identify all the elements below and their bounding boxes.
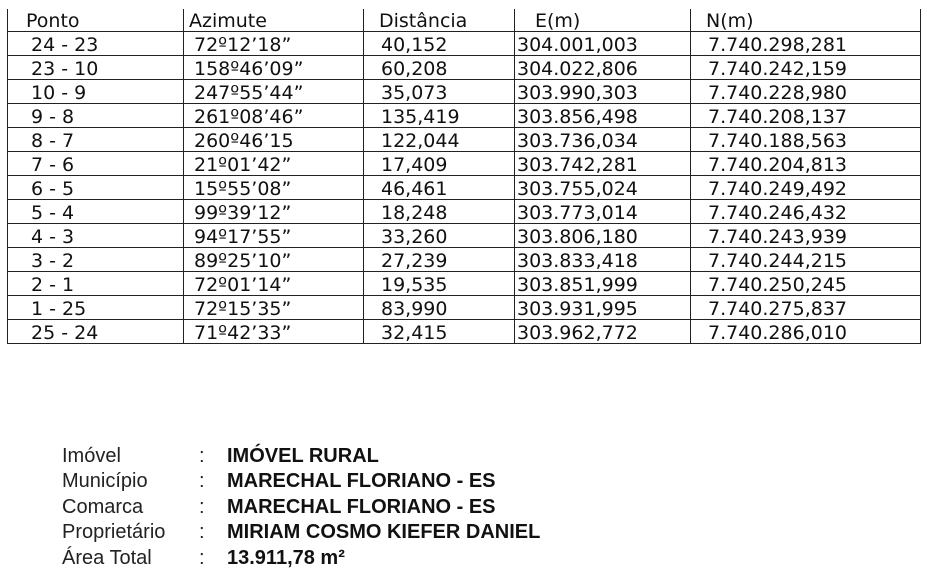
cell-ponto: 25 - 24 xyxy=(8,320,184,344)
info-colon: : xyxy=(199,495,205,518)
cell-e: 303.931,995 xyxy=(515,296,691,320)
table-row xyxy=(8,56,921,80)
header-n: N(m) xyxy=(691,9,921,32)
cell-n: 7.740.188,563 xyxy=(691,128,921,152)
cell-azimute: 261º08’46” xyxy=(184,104,364,128)
cell-ponto: 1 - 25 xyxy=(8,296,184,320)
cell-distancia: 40,152 xyxy=(364,32,515,56)
cell-azimute: 89º25’10” xyxy=(184,248,364,272)
info-colon: : xyxy=(199,521,205,543)
table-row xyxy=(8,128,921,152)
cell-azimute: 247º55’44” xyxy=(184,80,364,104)
info-colon: : xyxy=(199,444,205,467)
table-header-row xyxy=(8,9,921,32)
table-body xyxy=(8,32,921,344)
info-row-municipio xyxy=(62,468,540,494)
cell-ponto: 2 - 1 xyxy=(8,272,184,296)
cell-n: 7.740.250,245 xyxy=(691,272,921,296)
cell-azimute: 72º15’35” xyxy=(184,296,364,320)
table-row xyxy=(8,200,921,224)
cell-e: 304.022,806 xyxy=(515,56,691,80)
info-value: IMÓVEL RURAL xyxy=(227,444,379,467)
cell-n: 7.740.204,813 xyxy=(691,152,921,176)
info-value: MARECHAL FLORIANO - ES xyxy=(227,495,496,518)
info-colon: : xyxy=(199,470,205,492)
info-label: Imóvel xyxy=(62,444,121,467)
coordinates-table xyxy=(7,9,921,344)
cell-e: 303.990,303 xyxy=(515,80,691,104)
info-colon: : xyxy=(199,546,205,569)
info-label: Proprietário xyxy=(62,521,166,543)
info-label: Área Total xyxy=(62,546,152,569)
cell-n: 7.740.208,137 xyxy=(691,104,921,128)
cell-e: 303.962,772 xyxy=(515,320,691,344)
table-row xyxy=(8,248,921,272)
header-distancia: Distância xyxy=(364,9,515,32)
table-row xyxy=(8,320,921,344)
cell-distancia: 35,073 xyxy=(364,80,515,104)
cell-ponto: 3 - 2 xyxy=(8,248,184,272)
info-row-imovel xyxy=(62,442,540,468)
cell-distancia: 122,044 xyxy=(364,128,515,152)
cell-e: 303.742,281 xyxy=(515,152,691,176)
info-value: MIRIAM COSMO KIEFER DANIEL xyxy=(227,521,541,543)
cell-e: 303.833,418 xyxy=(515,248,691,272)
table-row xyxy=(8,104,921,128)
cell-distancia: 32,415 xyxy=(364,320,515,344)
cell-ponto: 6 - 5 xyxy=(8,176,184,200)
cell-azimute: 260º46’15 xyxy=(184,128,364,152)
cell-n: 7.740.249,492 xyxy=(691,176,921,200)
cell-distancia: 83,990 xyxy=(364,296,515,320)
cell-n: 7.740.275,837 xyxy=(691,296,921,320)
cell-azimute: 158º46’09” xyxy=(184,56,364,80)
info-row-comarca xyxy=(62,493,540,519)
cell-azimute: 71º42’33” xyxy=(184,320,364,344)
table-row xyxy=(8,152,921,176)
cell-azimute: 99º39’12” xyxy=(184,200,364,224)
cell-n: 7.740.298,281 xyxy=(691,32,921,56)
cell-ponto: 4 - 3 xyxy=(8,224,184,248)
property-info xyxy=(62,442,540,570)
cell-ponto: 7 - 6 xyxy=(8,152,184,176)
cell-e: 303.856,498 xyxy=(515,104,691,128)
info-label: Comarca xyxy=(62,495,144,518)
cell-ponto: 23 - 10 xyxy=(8,56,184,80)
info-value: 13.911,78 m² xyxy=(227,546,345,569)
table-row xyxy=(8,32,921,56)
cell-distancia: 135,419 xyxy=(364,104,515,128)
cell-n: 7.740.242,159 xyxy=(691,56,921,80)
cell-azimute: 94º17’55” xyxy=(184,224,364,248)
cell-distancia: 27,239 xyxy=(364,248,515,272)
cell-e: 303.736,034 xyxy=(515,128,691,152)
info-row-proprietario xyxy=(62,519,540,545)
table-row xyxy=(8,176,921,200)
table-row xyxy=(8,80,921,104)
header-ponto: Ponto xyxy=(8,9,184,32)
cell-ponto: 10 - 9 xyxy=(8,80,184,104)
cell-azimute: 72º12’18” xyxy=(184,32,364,56)
info-row-area-total xyxy=(62,544,540,570)
cell-e: 303.773,014 xyxy=(515,200,691,224)
cell-distancia: 46,461 xyxy=(364,176,515,200)
cell-e: 303.806,180 xyxy=(515,224,691,248)
cell-azimute: 21º01’42” xyxy=(184,152,364,176)
cell-ponto: 8 - 7 xyxy=(8,128,184,152)
cell-n: 7.740.228,980 xyxy=(691,80,921,104)
cell-e: 303.851,999 xyxy=(515,272,691,296)
cell-ponto: 9 - 8 xyxy=(8,104,184,128)
cell-ponto: 5 - 4 xyxy=(8,200,184,224)
table-row xyxy=(8,296,921,320)
cell-n: 7.740.246,432 xyxy=(691,200,921,224)
cell-e: 303.755,024 xyxy=(515,176,691,200)
header-e: E(m) xyxy=(515,9,691,32)
header-azimute: Azimute xyxy=(184,9,364,32)
info-value: MARECHAL FLORIANO - ES xyxy=(227,470,496,492)
cell-n: 7.740.286,010 xyxy=(691,320,921,344)
cell-distancia: 60,208 xyxy=(364,56,515,80)
cell-n: 7.740.243,939 xyxy=(691,224,921,248)
cell-e: 304.001,003 xyxy=(515,32,691,56)
cell-distancia: 19,535 xyxy=(364,272,515,296)
cell-ponto: 24 - 23 xyxy=(8,32,184,56)
cell-n: 7.740.244,215 xyxy=(691,248,921,272)
cell-azimute: 72º01’14” xyxy=(184,272,364,296)
info-label: Município xyxy=(62,470,148,492)
cell-distancia: 17,409 xyxy=(364,152,515,176)
table-row xyxy=(8,272,921,296)
cell-distancia: 18,248 xyxy=(364,200,515,224)
cell-azimute: 15º55’08” xyxy=(184,176,364,200)
table-row xyxy=(8,224,921,248)
cell-distancia: 33,260 xyxy=(364,224,515,248)
